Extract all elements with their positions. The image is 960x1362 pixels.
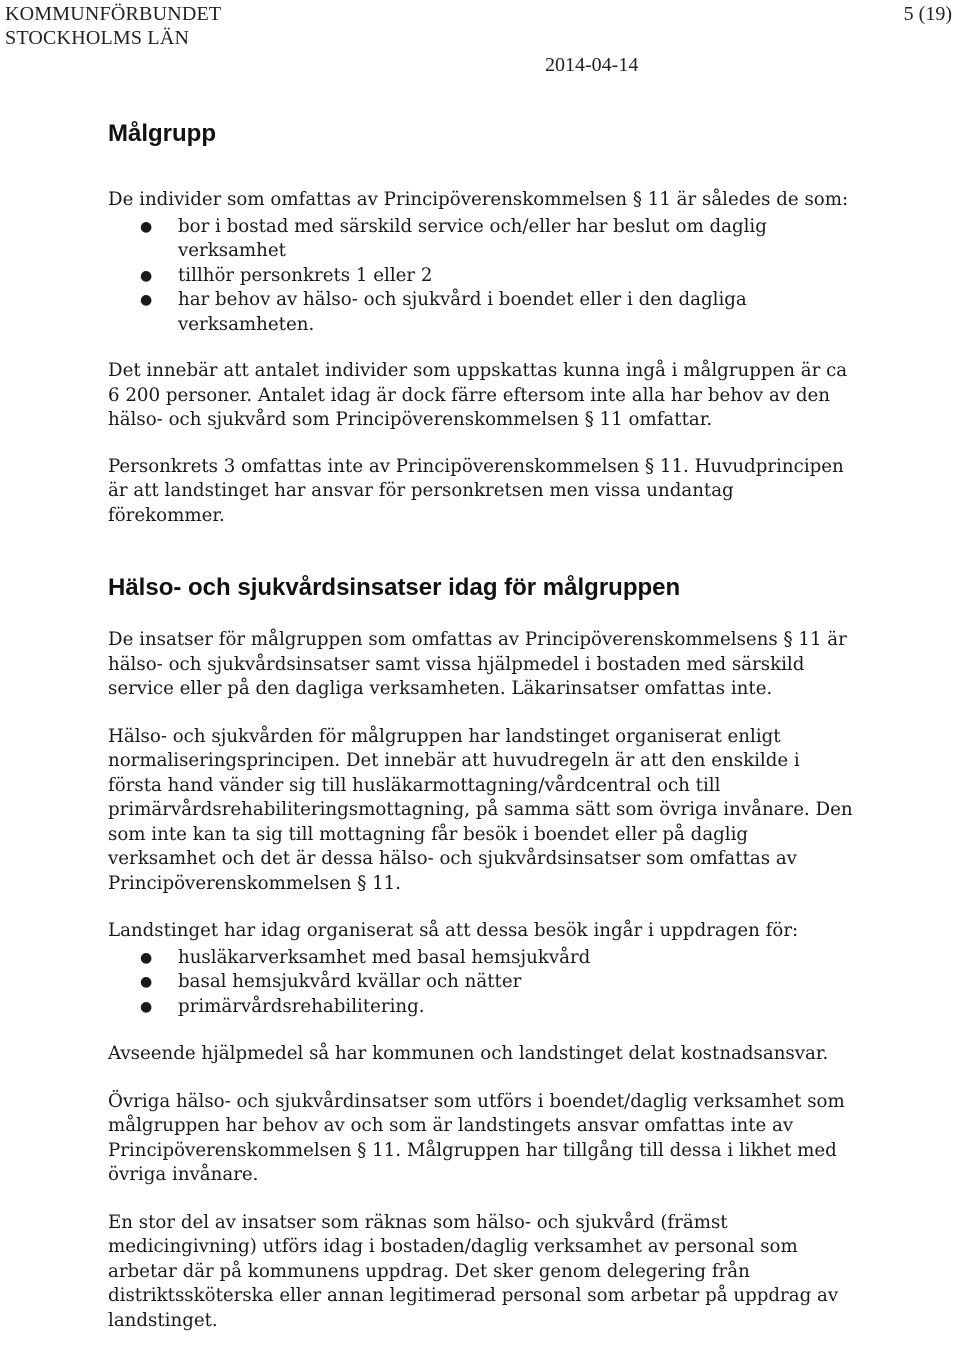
list-item: ● husläkarverksamhet med basal hemsjukvård	[108, 946, 853, 971]
list-item: ● har behov av hälso- och sjukvård i boendet eller i den dagliga verksamheten.	[140, 289, 747, 335]
body-paragraph: Det innebär att antalet individer som uppskattas kunna ingå i målgruppen är ca 6 200 personer. Antalet idag är dock färre eftersom inte alla har behov av den hälso- och sjukvård som Principöverenskommelsen § 11 omfattar.	[108, 360, 848, 430]
body-paragraph: Personkrets 3 omfattas inte av Principöverenskommelsen § 11. Huvudprincipen är att landstinget har ansvar för personkretsen men vissa undantag förekommer.	[108, 455, 844, 526]
bullet-icon: ●	[140, 998, 153, 1015]
bullet-icon: ●	[140, 949, 153, 966]
bullet-icon: ●	[140, 267, 153, 284]
body-paragraph: Övriga hälso- och sjukvårdinsatser som utförs i boendet/daglig verksamhet som målgruppen har behov av och som är landstingets ansvar omfattas inte av Principöverenskommelsen § 11. Målgruppen har tillgång till dessa i likhet med övriga invånare.	[108, 1090, 845, 1185]
bullet-icon: ●	[140, 974, 153, 990]
body-paragraph: Avseende hjälpmedel så har kommunen och landstinget delat kostnadsansvar.	[108, 1043, 829, 1064]
body-paragraph: En stor del av insatser som räknas som hälso- och sjukvård (främst medicingivning) utförs idag i bostaden/daglig verksamhet av personal som arbetar där på kommunens uppdrag. Det sker genom delegering från distriktssköterska eller annan legitimerad personal som arbetar på uppdrag av landstinget.	[108, 1211, 839, 1331]
intro-paragraph: De individer som omfattas av Principöverenskommelsen § 11 är således de som:	[108, 189, 849, 210]
bullet-icon: ●	[140, 218, 153, 235]
body-paragraph: Landstinget har idag organiserat så att dessa besök ingår i uppdragen för:	[108, 920, 799, 941]
org-line-2: STOCKHOLMS LÄN	[5, 27, 190, 49]
page-number: 5 (19)	[903, 3, 952, 25]
organization-name	[5, 2, 221, 50]
bullet-icon: ●	[140, 292, 153, 308]
document-body	[108, 118, 853, 1333]
list-item: ● primärvårdsrehabilitering.	[108, 995, 853, 1020]
target-group-list	[108, 215, 853, 338]
section-heading-insatser: Hälso- och sjukvårdsinsatser idag för målgruppen	[108, 574, 681, 601]
body-paragraph: De insatser för målgruppen som omfattas av Principöverenskommelsens § 11 är hälso- och sjukvårdsinsatser samt vissa hjälpmedel i bostaden med särskild service eller på den dagliga verksamheten. Läkarinsatser omfattas inte.	[108, 629, 847, 699]
body-paragraph: Hälso- och sjukvården för målgruppen har landstinget organiserat enligt normaliseringsprincipen. Det innebär att huvudregeln är att den enskilde i första hand vänder sig till husläkarmottagning/vårdcentral och till primärvårdsrehabiliteringsmottagning, på samma sätt som övriga invånare. Den som inte kan ta sig till mottagning får besök i boendet eller på daglig verksamhet och det är dessa hälso- och sjukvårdsinsatser som omfattas av Principöverenskommelsen § 11.	[108, 725, 853, 894]
assignment-list	[108, 946, 853, 1020]
list-item: ● tillhör personkrets 1 eller 2	[108, 264, 853, 289]
section-heading-malgrupp: Målgrupp	[108, 120, 216, 147]
document-date: 2014-04-14	[545, 54, 639, 76]
list-item: ● basal hemsjukvård kvällar och nätter	[108, 970, 853, 995]
list-item: ● bor i bostad med särskild service och/eller har beslut om daglig verksamhet	[140, 215, 767, 261]
org-line-1: KOMMUNFÖRBUNDET	[5, 3, 222, 25]
